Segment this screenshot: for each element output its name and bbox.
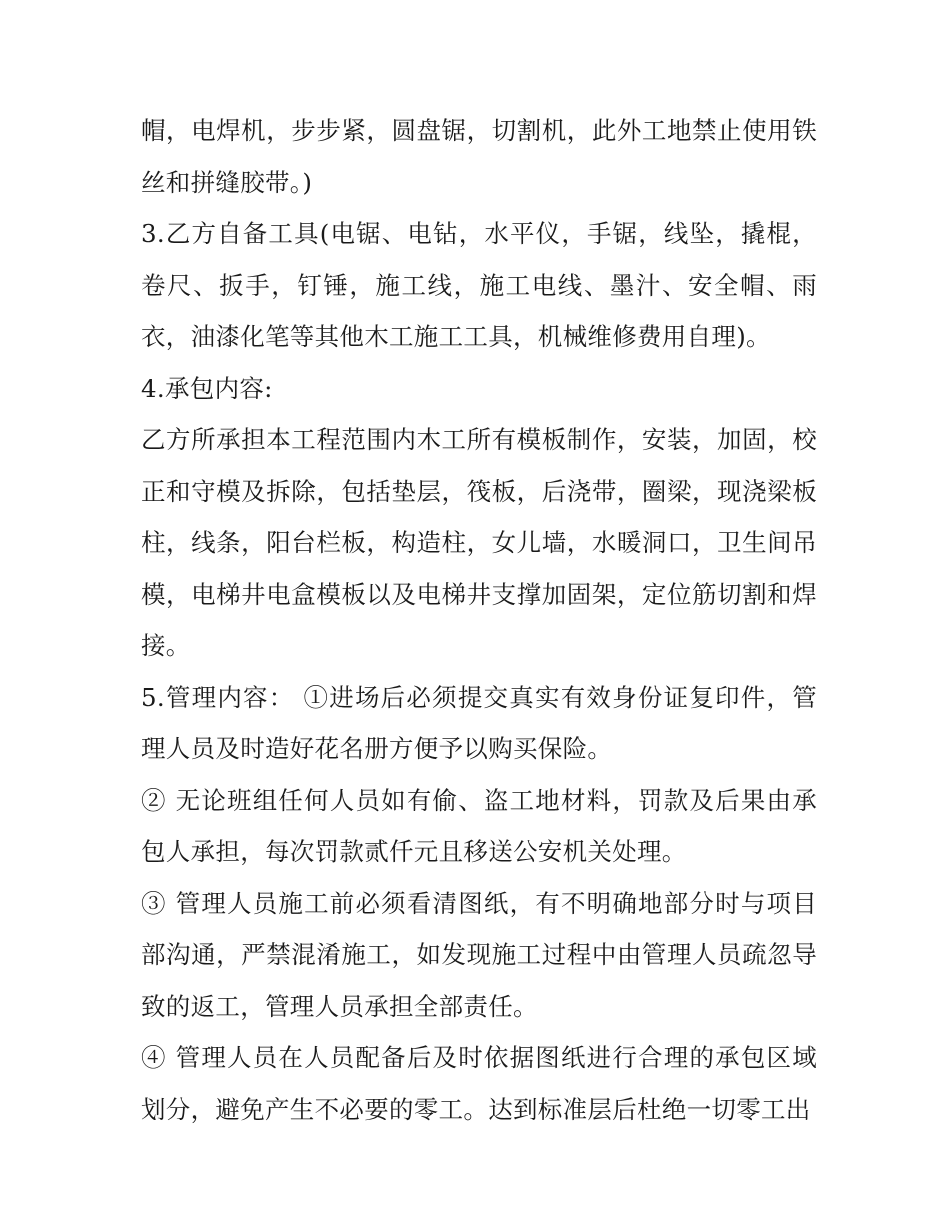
paragraph-item-3-own-tools: 3.乙方自备工具(电锯、电钻，水平仪，手锯，线坠，撬棍，卷尺、扳手，钉锤，施工线，施工电线、墨汁、安全帽、雨衣，油漆化笔等其他木工施工工具，机械维修费用自理)。 [141,219,817,351]
paragraph-contract-scope: 乙方所承担本工程范围内木工所有模板制作，安装，加固，校正和守模及拆除，包括垫层，筏板，后浇带，圈梁，现浇梁板柱，线条，阳台栏板，构造柱，女儿墙，水暖洞口，卫生间吊模，电梯井电盒模板以及电梯井支撑加固架，定位筋切割和焊接。 [141,425,817,660]
paragraph-item-4-heading: 4.承包内容: [141,373,273,403]
paragraph-management-3: ③ 管理人员施工前必须看清图纸，有不明确地部分时与项目部沟通，严禁混淆施工，如发现施工过程中由管理人员疏忽导致的返工，管理人员承担全部责任。 [141,888,817,1021]
paragraph-item-5-management: 5.管理内容： ①进场后必须提交真实有效身份证复印件，管理人员及时造好花名册方便予以购买保险。 [141,682,817,763]
paragraph-management-2: ② 无论班组任何人员如有偷、盗工地材料，罚款及后果由承包人承担，每次罚款贰仟元且移送公安机关处理。 [141,785,817,866]
paragraph-tools-continued: 帽，电焊机，步步紧，圆盘锯，切割机，此外工地禁止使用铁丝和拼缝胶带。) [141,116,817,197]
paragraph-management-4: ④ 管理人员在人员配备后及时依据图纸进行合理的承包区域划分，避免产生不必要的零工。达到标准层后杜绝一切零工出 [141,1043,817,1124]
document-page [141,105,817,1135]
